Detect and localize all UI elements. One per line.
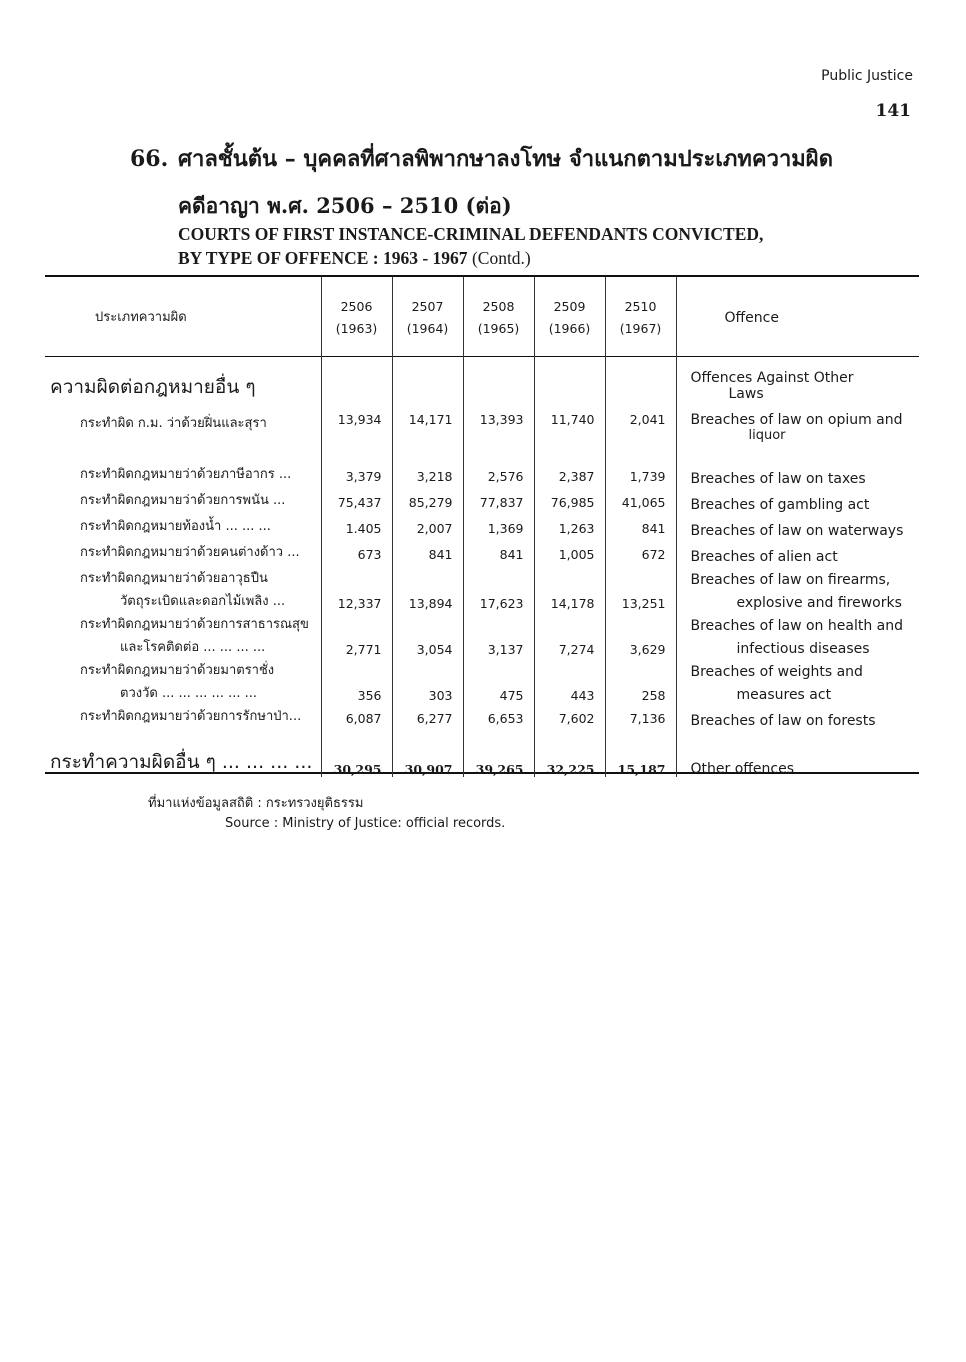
header-year-5: 2510 (1967) bbox=[605, 277, 676, 358]
table-row-label-line: กระทำผิดกฎหมายว่าด้วยการสาธารณสุข Breaches of law on health and bbox=[45, 611, 919, 634]
table-row: กระทำผิดกฎหมายท้องน้ำ ... ... ... 1.405 2,007 1,369 1,263 841 Breaches of law on waterways bbox=[45, 513, 919, 539]
header-year-1: 2506 (1963) bbox=[321, 277, 392, 358]
title-english-line-1: COURTS OF FIRST INSTANCE-CRIMINAL DEFENDANTS CONVICTED, bbox=[178, 224, 764, 244]
running-head: Public Justice bbox=[821, 68, 913, 84]
total-row: กระทำความผิดอื่น ๆ ... ... ... ... 30,295 30,907 39,265 32,225 15,187 Other offences bbox=[45, 729, 919, 777]
table-header-row bbox=[45, 277, 919, 358]
row-english: Breaches of law on opium and liquor bbox=[676, 412, 919, 461]
header-thai-offence: ประเภทความผิด bbox=[95, 309, 187, 325]
page-number: 141 bbox=[875, 101, 911, 121]
table-row: กระทำผิดกฎหมายว่าด้วยการรักษาป่า... 6,087 6,277 6,653 7,602 7,136 Breaches of law on forests bbox=[45, 703, 919, 729]
group-thai: ความผิดต่อกฎหมายอื่น ๆ bbox=[50, 376, 256, 398]
source-english: Source : Ministry of Justice: official records. bbox=[225, 816, 506, 831]
table-row: กระทำผิดกฎหมายว่าด้วยการพนัน ... 75,437 85,279 77,837 76,985 41,065 Breaches of gambling act bbox=[45, 487, 919, 513]
row-thai: กระทำผิด ก.ม. ว่าด้วยฝิ่นและสุรา bbox=[80, 416, 267, 431]
group-row bbox=[45, 358, 919, 412]
table-row: กระทำผิดกฎหมายว่าด้วยภาษีอากร ... 3,379 3,218 2,576 2,387 1,739 Breaches of law on taxes bbox=[45, 461, 919, 487]
table-row: ตวงวัด ... ... ... ... ... ... 356 303 475 443 258 measures act bbox=[45, 680, 919, 703]
table-row-label-line: กระทำผิดกฎหมายว่าด้วยอาวุธปืน Breaches of law on firearms, bbox=[45, 565, 919, 588]
table-title bbox=[130, 142, 890, 270]
title-thai-line-1 bbox=[130, 142, 890, 176]
header-year-3: 2508 (1965) bbox=[463, 277, 534, 358]
statistics-table bbox=[45, 277, 919, 777]
header-english-offence: Offence bbox=[676, 277, 919, 358]
table-row: วัตถุระเบิดและดอกไม้เพลิง ... 12,337 13,894 17,623 14,178 13,251 explosive and fireworks bbox=[45, 588, 919, 611]
table-row-label-line: กระทำผิดกฎหมายว่าด้วยมาตราชั่ง Breaches of weights and bbox=[45, 657, 919, 680]
title-contd: (Contd.) bbox=[471, 248, 531, 268]
title-english-line-2 bbox=[178, 246, 890, 270]
group-english: Offences Against Other Laws bbox=[676, 358, 919, 412]
title-english-text: BY TYPE OF OFFENCE : 1963 - 1967 bbox=[178, 248, 468, 268]
table-row: กระทำผิดกฎหมายว่าด้วยคนต่างด้าว ... 673 841 841 1,005 672 Breaches of alien act bbox=[45, 539, 919, 565]
title-thai-text: ศาลชั้นต้น – บุคคลที่ศาลพิพากษาลงโทษ จำแนกตามประเภทความผิด bbox=[178, 146, 833, 172]
header-year-4: 2509 (1966) bbox=[534, 277, 605, 358]
source-thai: ที่มาแห่งข้อมูลสถิติ : กระทรวงยุติธรรม bbox=[148, 796, 364, 811]
table-row: และโรคติดต่อ ... ... ... ... 2,771 3,054 3,137 7,274 3,629 infectious diseases bbox=[45, 634, 919, 657]
header-year-2: 2507 (1964) bbox=[392, 277, 463, 358]
title-thai-line-2: คดีอาญา พ.ศ. 2506 – 2510 (ต่อ) bbox=[178, 193, 512, 218]
table-number: 66. bbox=[130, 146, 169, 172]
table-row: กระทำผิด ก.ม. ว่าด้วยฝิ่นและสุรา 13,934 14,171 13,393 11,740 2,041 Breaches of law on opium and liquor bbox=[45, 412, 919, 461]
